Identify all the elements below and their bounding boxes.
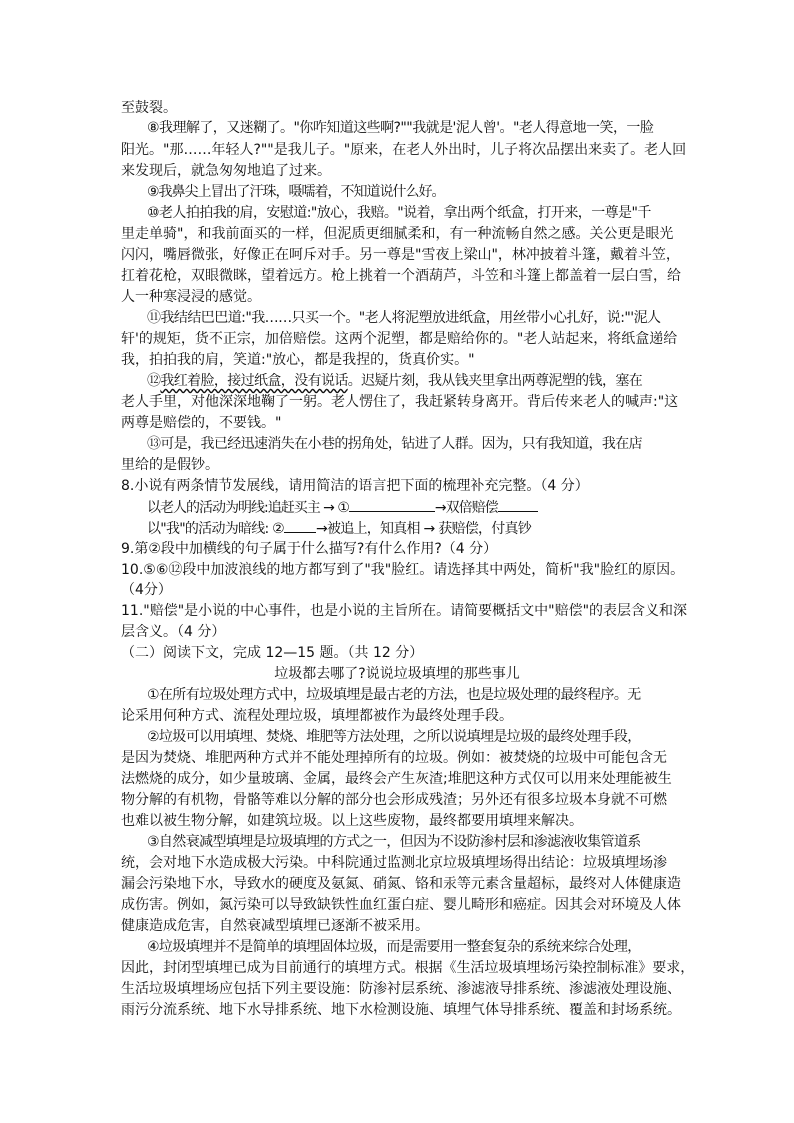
article-line: 论采用何种方式、流程处理垃圾，填埋都被作为最终处理手段。: [121, 708, 513, 724]
story-paragraph-11: ⑪我结结巴巴道:"我……只买一个。"老人将泥塑放进纸盒，用丝带小心扎好，说:"'泥人: [147, 310, 661, 326]
story-line: 人一种寒浸浸的感觉。: [121, 289, 261, 305]
q8-line1-mid: →双倍赔偿: [434, 500, 498, 516]
article-line: 法燃烧的成分，如少量玻璃、金属，最终会产生灰渣;堆肥这种方式仅可以用来处理能被生: [121, 771, 672, 787]
article-line: 生活垃圾填埋场应包括下列主要设施：防渗衬层系统、渗滤液导排系统、渗滤液处理设施、: [121, 981, 681, 997]
q8-line2-rest: →被追上，知真相 → 获赔偿，付真钞: [315, 521, 532, 537]
article-line: 也难以被生物分解，如建筑垃圾。以上这些废物，最终都要用填埋来解决。: [121, 813, 583, 829]
story-line: 扛着花枪，双眼微眯，望着远方。枪上挑着一个酒葫芦，斗笠和斗篷上都盖着一层白雪，给: [121, 268, 681, 284]
question-8-line-1: [147, 497, 717, 518]
story-paragraph-9: ⑨我鼻尖上冒出了汗珠，嗫嚅着，不知道说什么好。: [147, 184, 445, 200]
story-line: 轩'的规矩，货不正宗，加倍赔偿。这两个泥塑，都是赔给你的。"老人站起来，将纸盒递给: [121, 331, 678, 347]
question-9: 9.第②段中加横线的句子属于什么描写?有什么作用?（4 分）: [121, 541, 498, 557]
question-10-score: （4分）: [121, 582, 172, 598]
story-line: 闪闪，嘴唇微张，好像正在呵斥对手。另一尊是"雪夜上梁山"，林冲披着斗篷，戴着斗笠，: [121, 247, 680, 263]
question-10: 10.⑤⑥⑫段中加波浪线的地方都写到了"我"脸红。请选择其中两处，简析"我"脸红的原因。: [121, 562, 685, 578]
answer-blank-2[interactable]: [284, 518, 316, 533]
story-line: 阳光。"那……年轻人?""是我儿子。"原来，在老人外出时，儿子将次品摆出来卖了。老人回: [121, 142, 687, 158]
story-line: 我，拍拍我的肩，笑道:"放心，都是我捏的，货真价实。": [121, 352, 475, 368]
article-paragraph-1: ①在所有垃圾处理方式中，垃圾填埋是最古老的方法，也是垃圾处理的最终程序。无: [147, 687, 641, 703]
paragraph-number: ⑫: [147, 373, 161, 389]
article-line: 统，会对地下水造成极大污染。中科院通过监测北京垃圾填埋场得出结论：垃圾填埋场渗: [121, 855, 667, 871]
article-line: 是因为焚烧、堆肥两种方式并不能处理掉所有的垃圾。例如：被焚烧的垃圾中可能包含无: [121, 750, 667, 766]
article-line: 物分解的有机物，骨骼等难以分解的部分也会形成残渣；另外还有很多垃圾本身就不可燃: [121, 792, 667, 808]
q8-line2-label: 以"我"的活动为暗线: ②: [147, 521, 284, 537]
article-line: 健康造成危害，自然衰减型填埋已逐渐不被采用。: [121, 918, 429, 934]
answer-blank-1b[interactable]: [498, 497, 538, 512]
sentence-rest: 。迟疑片刻，我从钱夹里拿出两尊泥塑的钱，塞在: [347, 373, 643, 389]
answer-blank-1[interactable]: [349, 497, 435, 512]
story-paragraph-8: ⑧我理解了，又迷糊了。"你咋知道这些啊?""我就是'泥人曾'。"老人得意地一笑，一脸: [147, 120, 654, 136]
article-paragraph-3: ③自然衰减型填埋是垃圾填埋的方式之一，但因为不设防渗村层和渗滤液收集管道系: [147, 834, 641, 850]
question-8: 8.小说有两条情节发展线，请用简洁的语言把下面的梳理补充完整。（4 分）: [121, 478, 589, 494]
section-2-header: （二）阅读下文，完成 12—15 题。（共 12 分）: [121, 645, 424, 661]
wavy-underlined-sentence: 我红着脸，接过纸盒，没有说话: [160, 373, 348, 389]
story-paragraph-13: ⑬可是，我已经迅速消失在小巷的拐角处，钻进了人群。因为，只有我知道，我在店: [147, 436, 643, 452]
story-line: 里走单骑"，和我前面买的一样，但泥质更细腻柔和，有一种流畅自然之感。关公更是眼光: [121, 226, 674, 242]
article-line: 雨污分流系统、地下水导排系统、地下水检测设施、填埋气体导排系统、覆盖和封场系统。: [121, 1002, 681, 1018]
article-paragraph-2: ②垃圾可以用填埋、焚烧、堆肥等方法处理，之所以说填埋是垃圾的最终处理手段，: [147, 729, 641, 745]
story-line: 里给的是假钞。: [121, 457, 219, 473]
question-11-cont: 层含义。（4 分）: [121, 624, 226, 640]
article-line: 成伤害。例如，氮污染可以导致缺铁性血红蛋白症、婴儿畸形和癌症。因其会对环境及人体: [121, 897, 681, 913]
q8-line1-label: 以老人的活动为明线:追赶买主 → ①: [147, 500, 349, 516]
story-paragraph-10: ⑩老人拍拍我的肩，安慰道:"放心，我赔。"说着，拿出两个纸盒，打开来，一尊是"千: [147, 205, 651, 221]
article-paragraph-4: ④垃圾填埋并不是简单的填埋固体垃圾，而是需要用一整套复杂的系统来综合处理，: [147, 939, 641, 955]
question-11: 11."赔偿"是小说的中心事件，也是小说的主旨所在。请简要概括文中"赔偿"的表层含义和深: [121, 603, 688, 619]
story-paragraph-12: [147, 371, 717, 391]
story-line: 老人手里，对他深深地鞠了一躬。老人愣住了，我赶紧转身离开。背后传来老人的喊声:"这: [121, 394, 679, 410]
article-line: 漏会污染地下水，导致水的硬度及氨氮、硝氮、铬和汞等元素含量超标，最终对人体健康造: [121, 876, 681, 892]
story-line: 至鼓裂。: [121, 100, 177, 116]
article-line: 因此，封闭型填埋已成为目前通行的填埋方式。根据《生活垃圾填埋场污染控制标准》要求，: [121, 960, 695, 976]
story-line: 来发现后，就急匆匆地追了过来。: [121, 163, 331, 179]
story-line: 两尊是赔偿的，不要钱。": [121, 415, 282, 431]
article-title: 垃圾都去哪了?说说垃圾填埋的那些事儿: [274, 666, 520, 682]
question-8-line-2: [147, 518, 717, 539]
